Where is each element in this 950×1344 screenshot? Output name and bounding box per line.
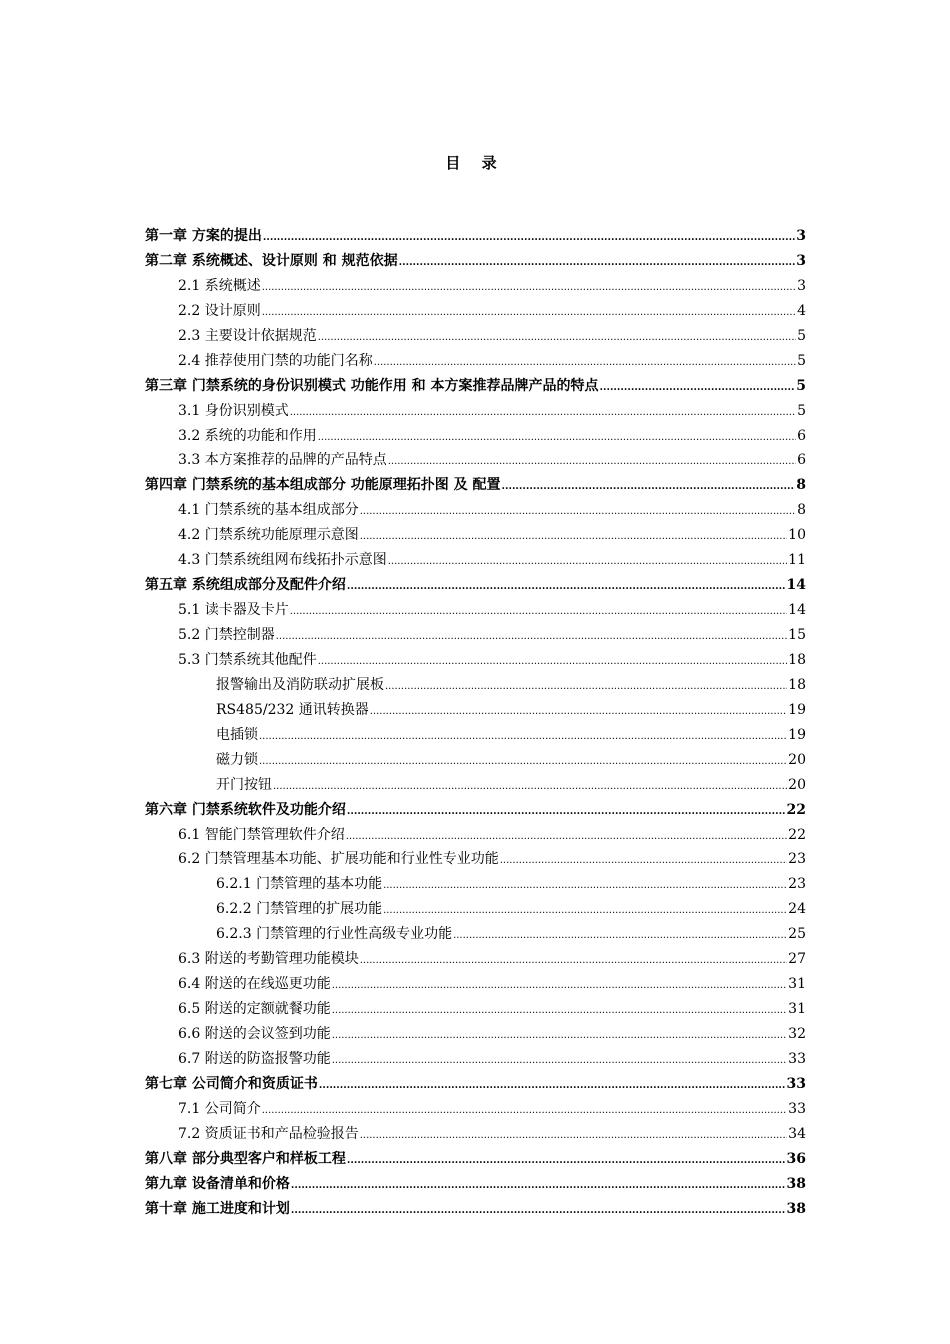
toc-entry[interactable]: [145, 498, 806, 523]
toc-entry[interactable]: [145, 224, 806, 249]
toc-entry[interactable]: [145, 399, 806, 424]
toc-leader-dots: [262, 301, 796, 326]
toc-page-number: 20: [788, 776, 806, 793]
toc-page-number: 22: [786, 801, 806, 818]
toc-entry-text: 3.1 身份识别模式: [178, 402, 289, 419]
toc-entry[interactable]: [145, 473, 806, 498]
toc-page-number: 31: [788, 1001, 806, 1018]
toc-leader-dots: [332, 1024, 787, 1049]
toc-page-number: 38: [786, 1175, 806, 1192]
toc-page-number: 36: [786, 1150, 806, 1167]
toc-entry-text: 6.6 附送的会议签到功能: [178, 1026, 331, 1042]
toc-entry[interactable]: [145, 1147, 806, 1172]
toc-page-number: 5: [797, 352, 806, 369]
toc-entry-text: 4.1 门禁系统的基本组成部分: [178, 502, 359, 519]
toc-entry-text: 2.4 推荐使用门禁的功能门名称: [178, 352, 373, 369]
toc-entry[interactable]: [145, 773, 806, 798]
toc-leader-dots: [262, 276, 796, 301]
toc-page-number: 38: [786, 1200, 806, 1217]
toc-entry-text: 第五章 系统组成部分及配件介绍: [145, 577, 346, 594]
toc-entry-text: 6.2.1 门禁管理的基本功能: [216, 876, 383, 893]
toc-entry[interactable]: [145, 523, 806, 548]
toc-entry-text: 6.2 门禁管理基本功能、扩展功能和行业性专业功能: [178, 851, 499, 868]
toc-page-number: 19: [788, 726, 806, 743]
toc-leader-dots: [388, 450, 796, 475]
toc-page-number: 3: [797, 277, 806, 294]
toc-page-number: 33: [788, 1100, 806, 1117]
toc-leader-dots: [388, 550, 787, 575]
toc-entry[interactable]: [145, 548, 806, 573]
toc-page-number: 32: [788, 1026, 806, 1042]
toc-page-number: 5: [797, 327, 806, 344]
toc-entry[interactable]: [145, 1197, 806, 1222]
toc-entry[interactable]: [145, 972, 806, 997]
toc-entry-text: 磁力锁: [216, 751, 258, 768]
toc-entry-text: 5.2 门禁控制器: [178, 627, 275, 643]
toc-page-number: 19: [788, 701, 806, 718]
toc-page-number: 3: [796, 252, 806, 269]
toc-leader-dots: [263, 226, 795, 251]
toc-entry-text: 6.7 附送的防盗报警功能: [178, 1050, 331, 1067]
toc-page-number: 33: [788, 1050, 806, 1067]
toc-leader-dots: [346, 825, 787, 850]
toc-page-number: 8: [797, 502, 806, 519]
toc-entry-text: 5.3 门禁系统其他配件: [178, 651, 317, 668]
toc-entry-text: 7.1 公司简介: [178, 1100, 261, 1117]
toc-entry-text: 第一章 方案的提出: [145, 228, 262, 244]
toc-entry[interactable]: [145, 249, 806, 274]
toc-entry[interactable]: [145, 748, 806, 773]
toc-page-number: 15: [788, 627, 806, 643]
toc-leader-dots: [360, 1124, 787, 1149]
toc-page-number: 18: [788, 651, 806, 668]
toc-entry[interactable]: [145, 872, 806, 897]
toc-page-number: 22: [788, 826, 806, 843]
toc-entry-text: 第六章 门禁系统软件及功能介绍: [145, 801, 346, 818]
toc-page-number: 4: [797, 302, 806, 319]
toc-leader-dots: [360, 500, 796, 525]
toc-entry-text: 3.3 本方案推荐的品牌的产品特点: [178, 452, 387, 469]
toc-entry[interactable]: [145, 1122, 806, 1147]
toc-entry[interactable]: [145, 1097, 806, 1122]
toc-page-number: 14: [788, 602, 806, 619]
toc-entry[interactable]: [145, 299, 806, 324]
toc-page-number: 33: [786, 1075, 806, 1092]
toc-entry-text: 开门按钮: [216, 776, 272, 793]
toc-leader-dots: [383, 874, 787, 899]
toc-page-number: 8: [796, 477, 806, 494]
toc-entry-text: 第三章 门禁系统的身份识别模式 功能作用 和 本方案推荐品牌产品的特点: [145, 377, 599, 394]
toc-entry[interactable]: [145, 997, 806, 1022]
toc-page-number: 6: [797, 452, 806, 469]
toc-leader-dots: [370, 700, 787, 725]
toc-entry[interactable]: [145, 349, 806, 374]
toc-entry-text: 2.2 设计原则: [178, 302, 261, 319]
toc-title: 目 录: [445, 154, 505, 172]
toc-page-number: 25: [788, 926, 806, 943]
toc-leader-dots: [347, 1149, 786, 1174]
toc-page-number: 3: [796, 228, 806, 244]
toc-entry-text: 6.3 附送的考勤管理功能模块: [178, 951, 359, 968]
toc-entry-text: RS485/232 通讯转换器: [216, 701, 369, 718]
toc-page-number: 20: [788, 751, 806, 768]
toc-entry[interactable]: [145, 947, 806, 972]
toc-entry[interactable]: [145, 1172, 806, 1197]
toc-entry[interactable]: [145, 274, 806, 299]
toc-page-number: 6: [797, 427, 806, 444]
toc-entry-text: 6.2.2 门禁管理的扩展功能: [216, 901, 383, 918]
toc-page-number: 24: [788, 901, 806, 918]
toc-entry[interactable]: [145, 1022, 806, 1047]
toc-entry-text: 6.4 附送的在线巡更功能: [178, 976, 331, 993]
toc-leader-dots: [347, 575, 786, 600]
toc-leader-dots: [360, 949, 787, 974]
toc-entry[interactable]: [145, 598, 806, 623]
toc-page-number: 34: [788, 1125, 806, 1142]
toc-page-number: 10: [788, 527, 806, 544]
toc-entry-text: 4.2 门禁系统功能原理示意图: [178, 527, 359, 544]
toc-page-number: 18: [788, 676, 806, 693]
toc-entry[interactable]: [145, 424, 806, 449]
toc-leader-dots: [291, 1174, 786, 1199]
toc-entry-text: 3.2 系统的功能和作用: [178, 427, 317, 444]
toc-entry-text: 7.2 资质证书和产品检验报告: [178, 1125, 359, 1142]
toc-page-number: 11: [788, 552, 806, 569]
toc-entry[interactable]: [145, 623, 806, 648]
toc-page-number: 23: [788, 876, 806, 893]
toc-page-number: 14: [786, 577, 806, 594]
toc-leader-dots: [262, 1099, 787, 1124]
toc-leader-dots: [291, 1199, 786, 1224]
toc-entry[interactable]: [145, 673, 806, 698]
toc-leader-dots: [319, 1074, 786, 1099]
toc-page-number: 27: [788, 951, 806, 968]
toc-entry-text: 2.1 系统概述: [178, 277, 261, 294]
toc-entry-text: 6.1 智能门禁管理软件介绍: [178, 826, 345, 843]
toc-page-number: 23: [788, 851, 806, 868]
toc-entry-text: 2.3 主要设计依据规范: [178, 327, 317, 344]
toc-entry-text: 4.3 门禁系统组网布线拓扑示意图: [178, 552, 387, 569]
toc-leader-dots: [360, 525, 787, 550]
toc-entry[interactable]: [145, 648, 806, 673]
toc-entry[interactable]: [145, 723, 806, 748]
toc-page-number: 31: [788, 976, 806, 993]
toc-leader-dots: [318, 650, 787, 675]
toc-leader-dots: [332, 974, 787, 999]
toc-leader-dots: [259, 725, 787, 750]
toc-entry-text: 第十章 施工进度和计划: [145, 1200, 290, 1217]
toc-leader-dots: [500, 849, 787, 874]
toc-entry[interactable]: [145, 448, 806, 473]
toc-leader-dots: [374, 351, 796, 376]
toc-leader-dots: [332, 1049, 787, 1074]
toc-leader-dots: [332, 999, 787, 1024]
toc-entry-text: 第四章 门禁系统的基本组成部分 功能原理拓扑图 及 配置: [145, 477, 501, 494]
toc-entry-text: 报警输出及消防联动扩展板: [216, 676, 384, 693]
toc-entry[interactable]: [145, 922, 806, 947]
toc-entry[interactable]: [145, 1047, 806, 1072]
toc-page-number: 5: [797, 402, 806, 419]
toc-entry[interactable]: [145, 324, 806, 349]
toc-entry-text: 电插锁: [216, 726, 258, 743]
toc-leader-dots: [383, 899, 787, 924]
toc-entry[interactable]: [145, 823, 806, 848]
toc-leader-dots: [399, 251, 796, 276]
toc-entry-text: 6.2.3 门禁管理的行业性高级专业功能: [216, 926, 453, 943]
toc-entry[interactable]: [145, 1072, 806, 1097]
toc-entry-text: 5.1 读卡器及卡片: [178, 602, 289, 619]
toc-page-number: 5: [796, 377, 806, 394]
toc-entry[interactable]: [145, 847, 806, 872]
toc-leader-dots: [273, 775, 787, 800]
toc-leader-dots: [276, 625, 787, 650]
toc-leader-dots: [502, 475, 796, 500]
table-of-contents: [145, 224, 806, 1222]
toc-leader-dots: [318, 426, 796, 451]
toc-entry-text: 第九章 设备清单和价格: [145, 1175, 290, 1192]
toc-leader-dots: [290, 600, 787, 625]
toc-leader-dots: [600, 376, 796, 401]
toc-entry-text: 第二章 系统概述、设计原则 和 规范依据: [145, 252, 398, 269]
toc-entry[interactable]: [145, 374, 806, 399]
toc-entry[interactable]: [145, 798, 806, 823]
toc-entry[interactable]: [145, 897, 806, 922]
toc-leader-dots: [347, 800, 786, 825]
toc-entry-text: 第七章 公司简介和资质证书: [145, 1075, 318, 1092]
toc-leader-dots: [259, 750, 787, 775]
toc-leader-dots: [318, 326, 796, 351]
toc-entry-text: 6.5 附送的定额就餐功能: [178, 1001, 331, 1018]
toc-leader-dots: [453, 924, 787, 949]
toc-entry-text: 第八章 部分典型客户和样板工程: [145, 1150, 346, 1167]
toc-leader-dots: [385, 675, 787, 700]
toc-entry[interactable]: [145, 698, 806, 723]
toc-leader-dots: [290, 401, 796, 426]
toc-entry[interactable]: [145, 573, 806, 598]
